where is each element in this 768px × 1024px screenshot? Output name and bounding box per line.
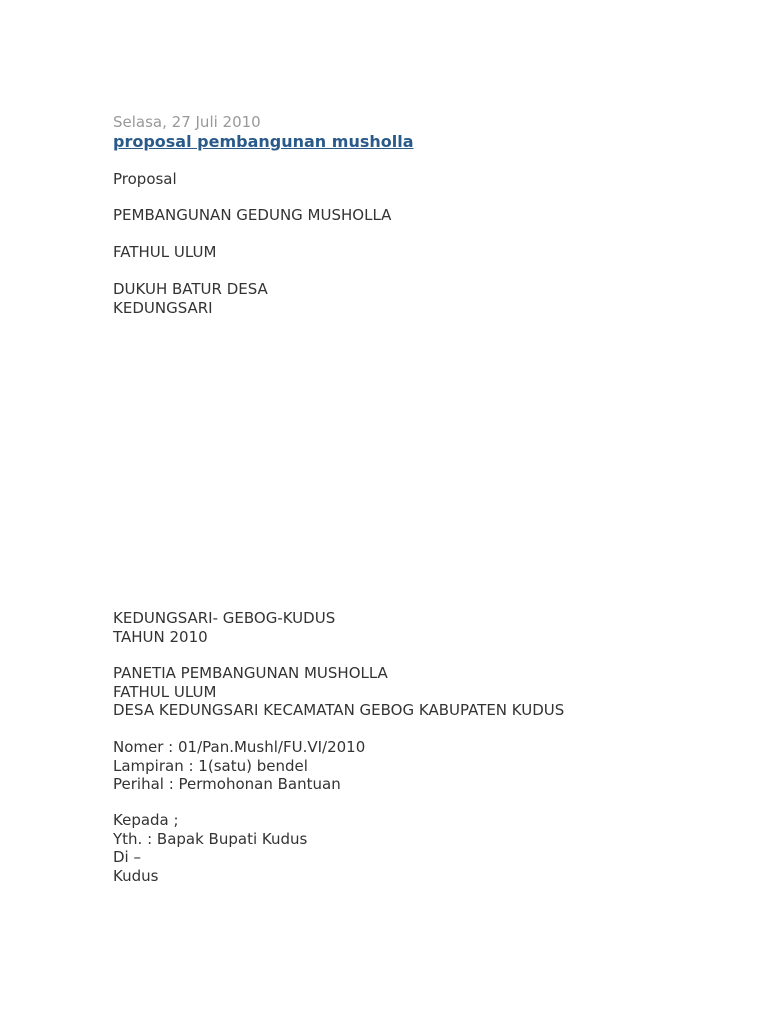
committee-line-1: PANETIA PEMBANGUNAN MUSHOLLA <box>113 664 388 682</box>
cover-name-block <box>113 243 216 262</box>
recipient-at: Di – <box>113 848 141 866</box>
recipient-name: Yth. : Bapak Bupati Kudus <box>113 829 308 848</box>
cover-location-block <box>113 280 268 317</box>
post-date: Selasa, 27 Juli 2010 <box>113 113 261 131</box>
recipient-label: Kepada ; <box>113 811 179 829</box>
letter-meta-block <box>113 738 365 794</box>
letter-number: Nomer : 01/Pan.Mushl/FU.VI/2010 <box>113 738 366 756</box>
post-title-link[interactable]: proposal pembangunan musholla <box>113 132 414 151</box>
committee-line-3: DESA KEDUNGSARI KECAMATAN GEBOG KABUPATEN KUDUS <box>113 701 565 719</box>
committee-line-2: FATHUL ULUM <box>113 682 217 701</box>
cover-year: TAHUN 2010 <box>113 627 208 646</box>
letter-subject: Perihal : Permohonan Bantuan <box>113 775 341 793</box>
cover-heading-block <box>113 206 391 225</box>
recipient-city: Kudus <box>113 866 159 885</box>
cover-heading: PEMBANGUNAN GEDUNG MUSHOLLA <box>113 206 392 224</box>
cover-label-block <box>113 170 177 189</box>
cover-location-line-2: KEDUNGSARI <box>113 298 213 317</box>
cover-place: KEDUNGSARI- GEBOG-KUDUS <box>113 609 336 627</box>
cover-label: Proposal <box>113 170 177 188</box>
cover-location-line-1: DUKUH BATUR DESA <box>113 280 268 298</box>
cover-name: FATHUL ULUM <box>113 243 217 261</box>
cover-place-year-block <box>113 609 335 646</box>
letter-attachment: Lampiran : 1(satu) bendel <box>113 756 308 775</box>
recipient-block <box>113 811 307 885</box>
committee-block <box>113 664 564 720</box>
